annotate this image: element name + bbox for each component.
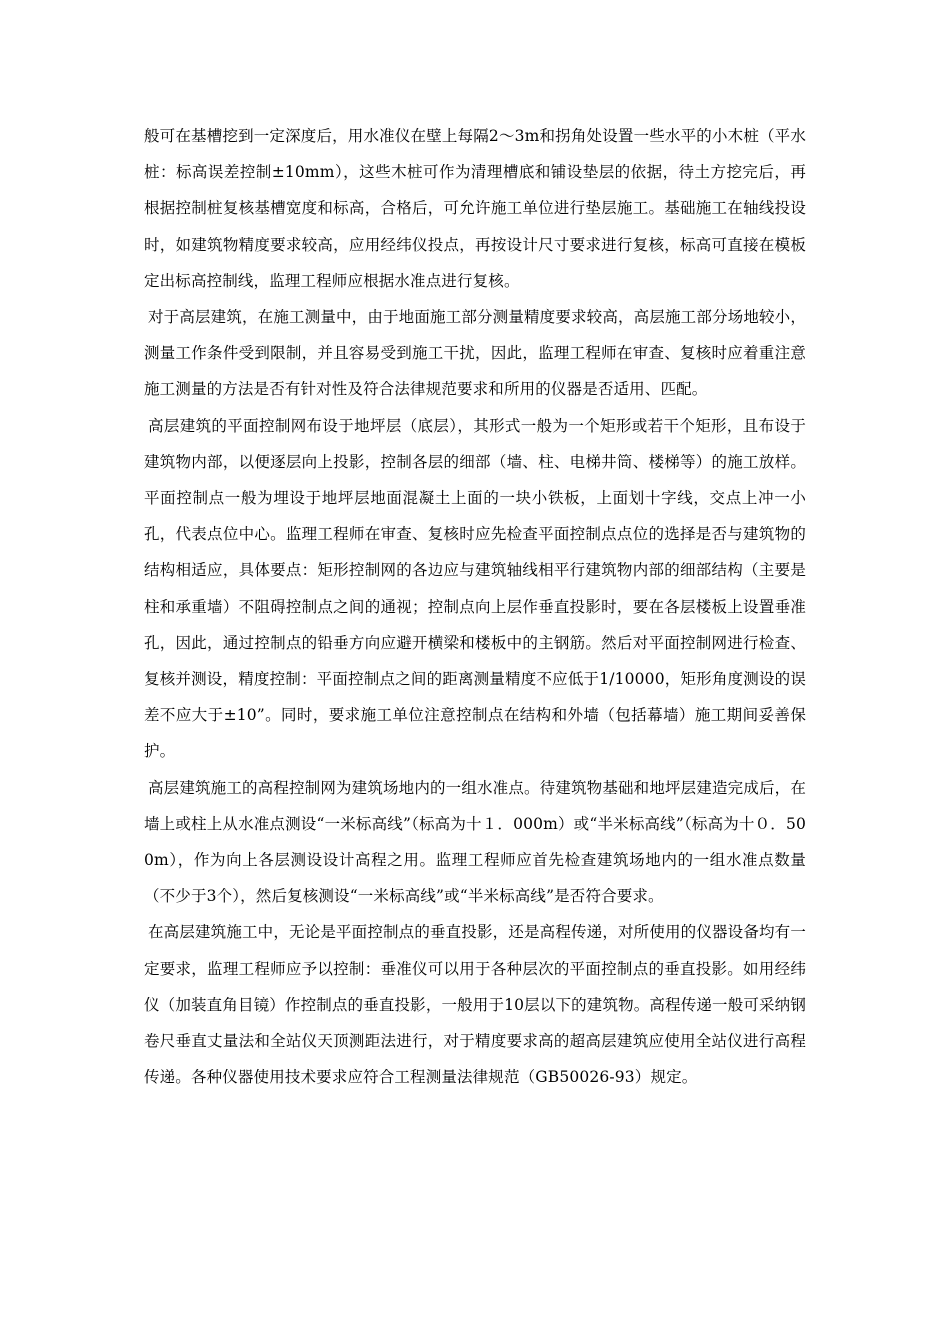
paragraph-foundation-leveling: 般可在基槽挖到一定深度后，用水准仪在壁上每隔2～3m和拐角处设置一些水平的小木桩（平水桩：标高误差控制±10mm），这些木桩可作为清理槽底和铺设垫层的依据，待土方挖完后，再根据控制桩复核基槽宽度和标高，合格后，可允许施工单位进行垫层施工。基础施工在轴线投设时，如建筑物精度要求较高，应用经纬仪投点，再按设计尺寸要求进行复核，标高可直接在模板定出标高控制线，监理工程师应根据水准点进行复核。 xyxy=(144,127,806,290)
document-body xyxy=(144,118,806,1095)
paragraph-high-rise-survey: 对于高层建筑，在施工测量中，由于地面施工部分测量精度要求较高，高层施工部分场地较小，测量工作条件受到限制，并且容易受到施工干扰，因此，监理工程师在审查、复核时应着重注意施工测量的方法是否有针对性及符合法律规范要求和所用的仪器是否适用、匹配。 xyxy=(144,308,806,399)
paragraph-instrument-requirements: 在高层建筑施工中，无论是平面控制点的垂直投影，还是高程传递，对所使用的仪器设备均有一定要求，监理工程师应予以控制：垂准仪可以用于各种层次的平面控制点的垂直投影。如用经纬仪（加装直角目镜）作控制点的垂直投影，一般用于10层以下的建筑物。高程传递一般可采纳钢卷尺垂直丈量法和全站仪天顶测距法进行，对于精度要求高的超高层建筑应使用全站仪进行高程传递。各种仪器使用技术要求应符合工程测量法律规范（GB50026-93）规定。 xyxy=(144,923,806,1087)
paragraph-elevation-control-network: 高层建筑施工的高程控制网为建筑场地内的一组水准点。待建筑物基础和地坪层建造完成后，在墙上或柱上从水准点测设“一米标高线”（标高为十１．000m）或“半米标高线”（标高为十０．500m），作为向上各层测设设计高程之用。监理工程师应首先检查建筑场地内的一组水准点数量（不少于3个），然后复核测设“一米标高线”或“半米标高线”是否符合要求。 xyxy=(144,778,806,906)
paragraph-plane-control-network: 高层建筑的平面控制网布设于地坪层（底层），其形式一般为一个矩形或若干个矩形，且布设于建筑物内部，以便逐层向上投影，控制各层的细部（墙、柱、电梯井筒、楼梯等）的施工放样。平面控制点一般为埋设于地坪层地面混凝土上面的一块小铁板，上面划十字线，交点上冲一小孔，代表点位中心。监理工程师在审查、复核时应先检查平面控制点点位的选择是否与建筑物的结构相适应，具体要点：矩形控制网的各边应与建筑轴线相平行建筑物内部的细部结构（主要是柱和承重墙）不阻碍控制点之间的通视；控制点向上层作垂直投影时，要在各层楼板上设置垂准孔，因此，通过控制点的铅垂方向应避开横梁和楼板中的主钢筋。然后对平面控制网进行检查、复核并测设，精度控制：平面控制点之间的距离测量精度不应低于1/10000，矩形角度测设的误差不应大于±10”。同时，要求施工单位注意控制点在结构和外墙（包括幕墙）施工期间妥善保护。 xyxy=(144,416,806,761)
